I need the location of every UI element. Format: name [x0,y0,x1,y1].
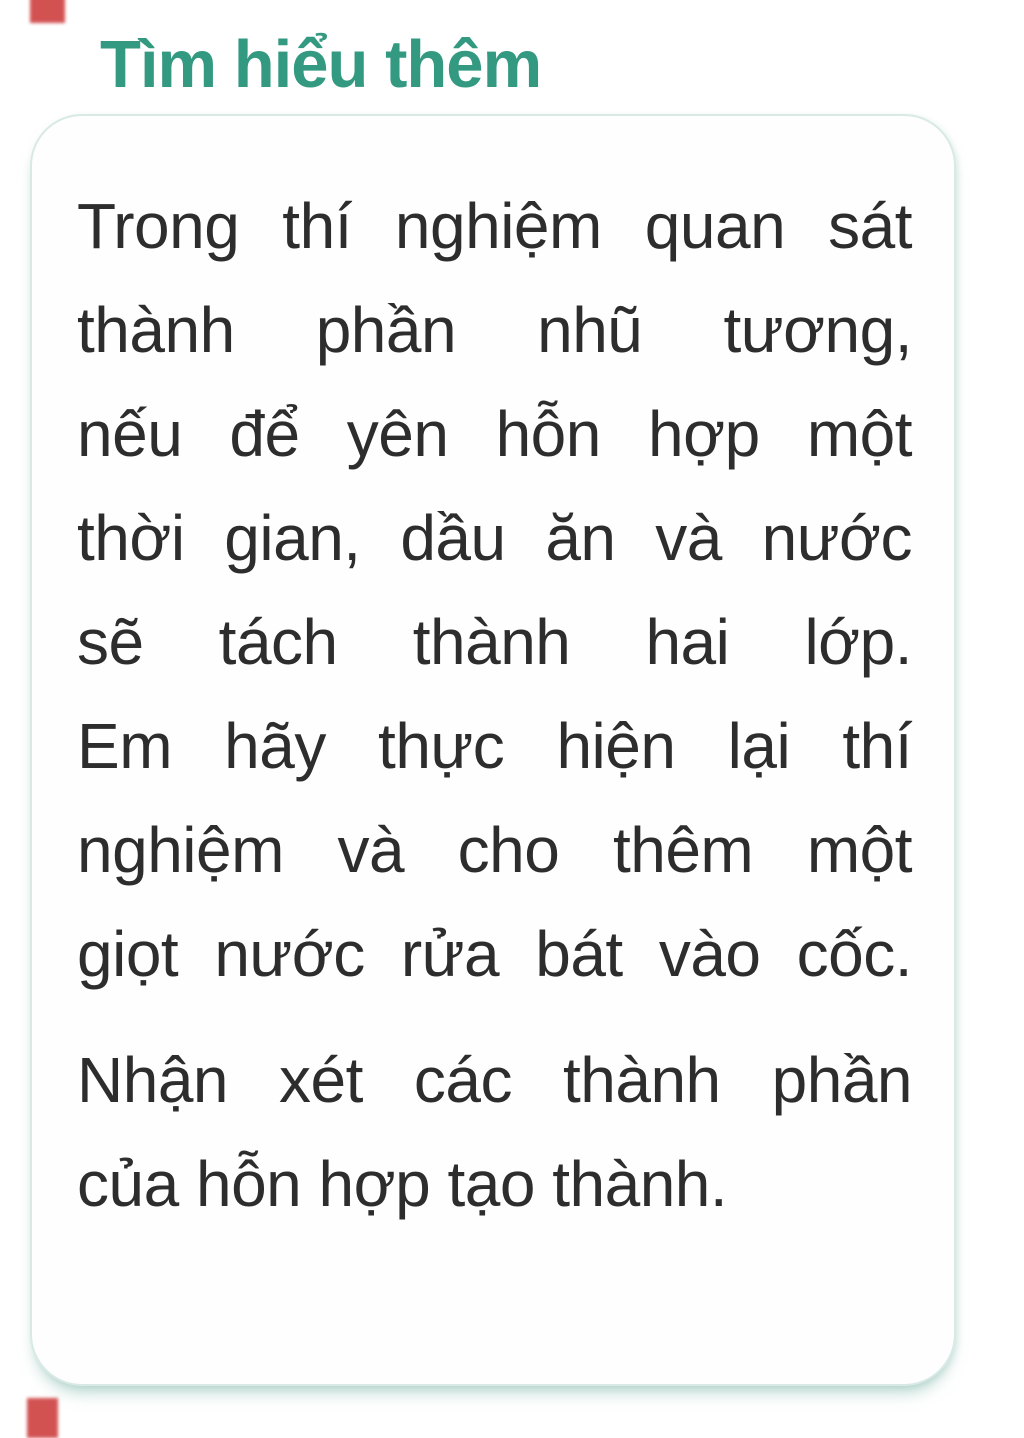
text-line: giọt nước rửa bát vào cốc. [77,918,912,990]
text-line: Em hãy thực hiện lại thí [77,710,912,782]
section-heading: Tìm hiểu thêm [100,27,542,102]
text-line: nghiệm và cho thêm một [77,814,912,886]
text-line: thành phần nhũ tương, [77,294,912,366]
text-line: Trong thí nghiệm quan sát [77,190,912,262]
text-line: nếu để yên hỗn hợp một [77,398,912,470]
red-edge-artifact-bottom [27,1398,58,1438]
paragraph [77,1028,912,1236]
text-line: Nhận xét các thành phần [77,1044,912,1116]
text-line: thời gian, dầu ăn và nước [77,502,912,574]
info-box [30,114,956,1386]
text-line: của hỗn hợp tạo thành. [77,1148,728,1220]
info-box-text [77,174,912,1236]
paragraph [77,174,912,1006]
red-edge-artifact-top [30,0,65,23]
text-line: sẽ tách thành hai lớp. [77,606,912,678]
